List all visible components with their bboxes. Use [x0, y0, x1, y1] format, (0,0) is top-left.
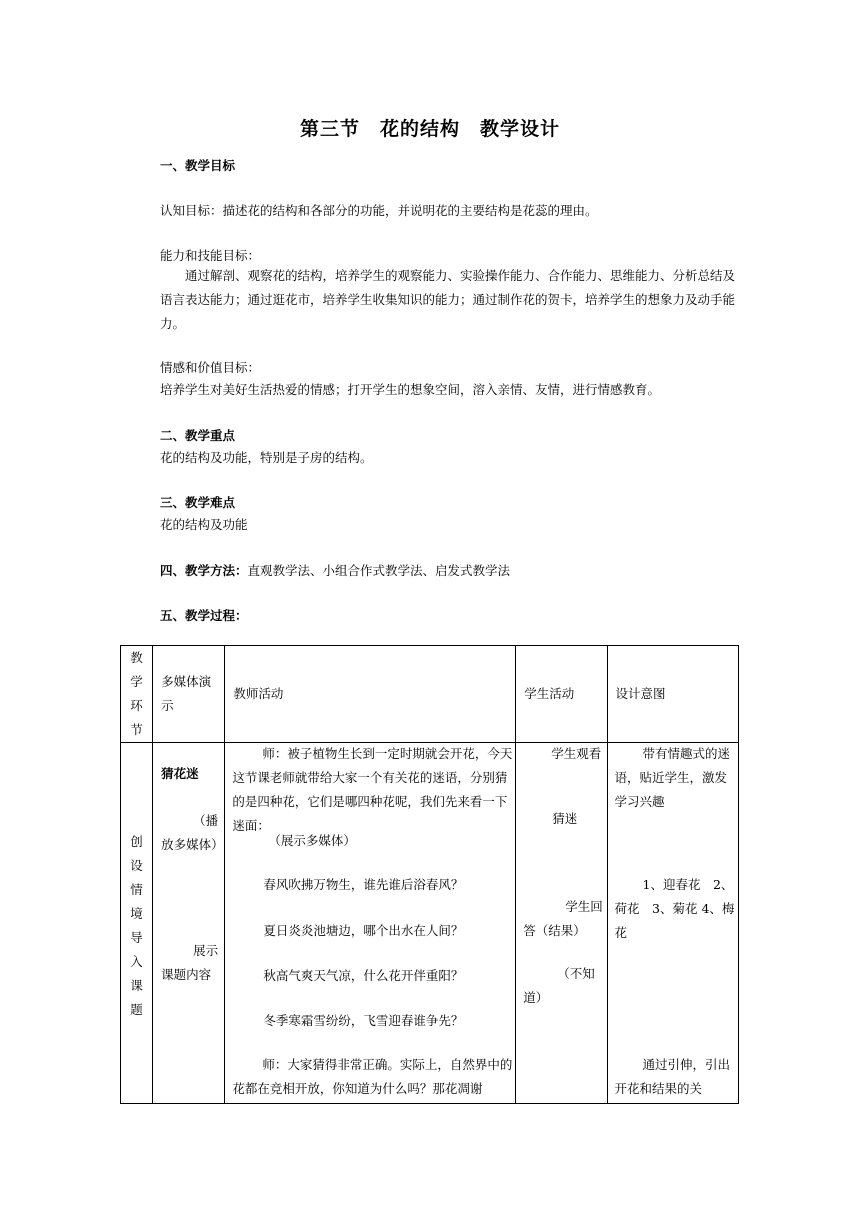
teacher-intro: 师：被子植物生长到一定时期就会开花，今天这节课老师就带给大家一个有关花的迷语，分别猜的是四种花，它们是哪四种花呢，我们先来看一下迷面： — [232, 746, 513, 833]
table-header-row — [121, 646, 739, 743]
intent-extension: 通过引伸，引出开花和结果的关 — [614, 1057, 731, 1096]
student-guess: 猜迷 — [552, 811, 578, 826]
heading-methods: 四、教学方法： — [160, 563, 248, 578]
row-student-cell — [516, 743, 607, 1104]
teaching-process-table — [120, 645, 739, 1104]
header-intent: 设计意图 — [607, 646, 738, 743]
row-media-cell — [153, 743, 225, 1104]
riddle-autumn: 秋高气爽天气凉，什么花开伴重阳？ — [263, 968, 464, 983]
difficulties-text: 花的结构及功能 — [160, 517, 248, 532]
heading-process: 五、教学过程： — [160, 608, 248, 623]
riddle-spring: 春风吹拂万物生，谁先谁后浴春风？ — [263, 877, 464, 892]
media-play-note: （播放多媒体） — [161, 813, 224, 852]
heading-difficulties: 三、教学难点 — [160, 495, 236, 510]
emotion-goal-label: 情感和价值目标： — [160, 360, 261, 375]
student-unknown: （不知道） — [523, 966, 595, 1005]
teacher-show-media: （展示多媒体） — [268, 833, 356, 848]
riddle-summer: 夏日炎炎池塘边，哪个出水在人间？ — [263, 923, 464, 938]
student-observe: 学生观看 — [551, 746, 602, 761]
intent-answers: 1、迎春花 2、荷花 3、菊花 4、梅花 — [614, 877, 735, 940]
heading-goals: 一、教学目标 — [160, 158, 236, 173]
media-show-title: 展示课题内容 — [161, 943, 219, 982]
page-title: 第三节 花的结构 教学设计 — [299, 118, 560, 140]
student-answer: 学生回答（结果） — [523, 899, 603, 938]
emotion-goal-text: 培养学生对美好生活热爱的情感；打开学生的想象空间，溶入亲情、友情，进行情感教育。 — [160, 382, 661, 397]
row-stage-cell: 创 设 情 境 导 入 课 题 — [121, 743, 153, 1104]
riddle-winter: 冬季寒霜雪纷纷，飞雪迎春谁争先？ — [263, 1013, 464, 1028]
header-stage: 教 学 环 节 — [121, 646, 153, 743]
header-teacher: 教师活动 — [225, 646, 516, 743]
teacher-followup: 师：大家猜得非常正确。实际上，自然界中的花都在竞相开放，你知道为什么吗？那花凋谢 — [232, 1057, 513, 1096]
key-points-text: 花的结构及功能，特别是子房的结构。 — [160, 450, 373, 465]
ability-goal-text: 通过解剖、观察花的结构，培养学生的观察能力、实验操作能力、合作能力、思维能力、分析总结及语言表达能力；通过逛花市，培养学生收集知识的能力；通过制作花的贺卡，培养学生的想象力及动手能力。 — [160, 268, 736, 331]
heading-key-points: 二、教学重点 — [160, 428, 236, 443]
media-riddle-title: 猜花迷 — [161, 766, 199, 781]
table-row — [121, 743, 739, 1104]
row-intent-cell — [607, 743, 738, 1104]
ability-goal-label: 能力和技能目标： — [160, 248, 261, 263]
teaching-methods — [160, 561, 510, 579]
header-student: 学生活动 — [516, 646, 607, 743]
cognitive-goal: 认知目标：描述花的结构和各部分的功能，并说明花的主要结构是花蕊的理由。 — [160, 203, 598, 218]
header-media: 多媒体演示 — [153, 646, 225, 743]
row-teacher-cell — [225, 743, 516, 1104]
intent-interest: 带有情趣式的迷语，贴近学生，激发学习兴趣 — [614, 746, 731, 809]
methods-text: 直观教学法、小组合作式教学法、启发式教学法 — [247, 563, 511, 578]
